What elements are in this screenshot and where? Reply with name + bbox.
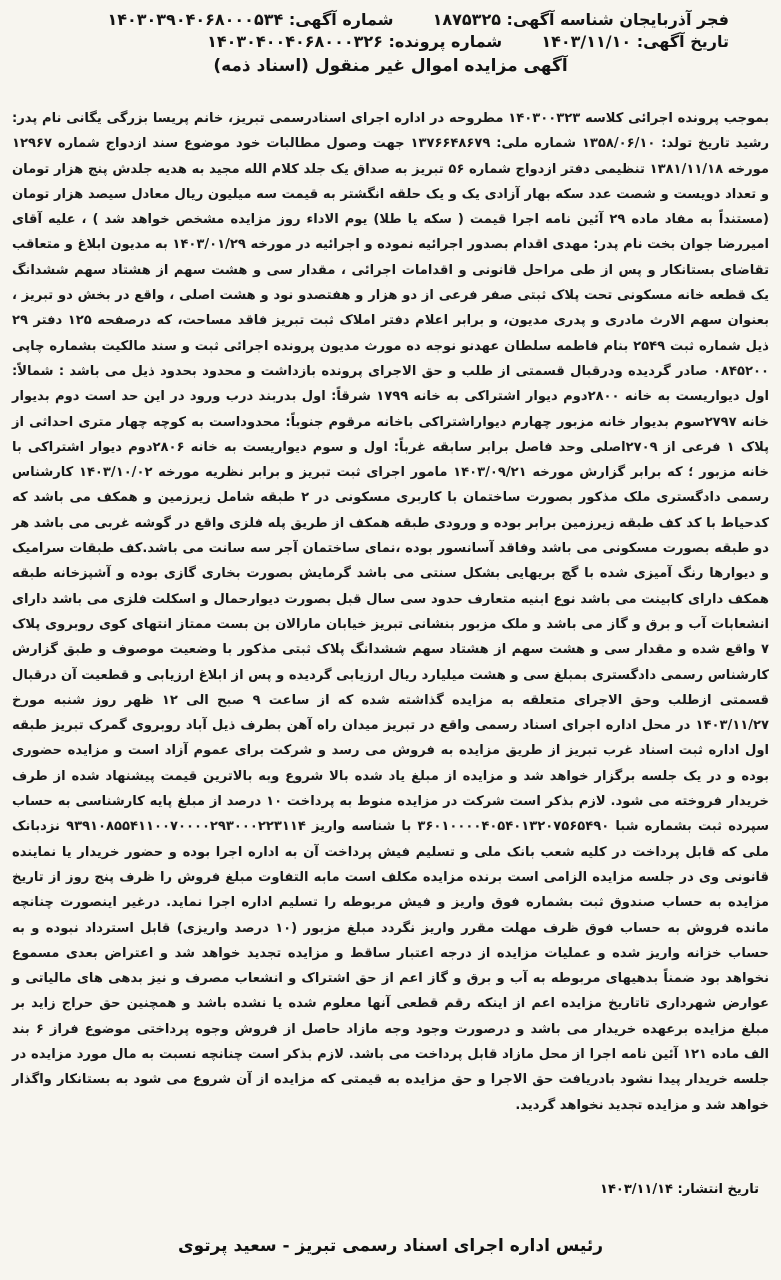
ad-number-label: شماره آگهی:	[288, 10, 394, 29]
publish-date-value: ۱۴۰۳/۱۱/۱۴	[600, 1182, 673, 1197]
ad-date: ۱۴۰۳/۱۱/۱۰	[541, 32, 632, 51]
ad-date-label: تاریخ آگهی:	[636, 32, 729, 51]
case-number-label: شماره پرونده:	[388, 32, 503, 51]
notice-body	[12, 106, 769, 1118]
case-number: ۱۴۰۳۰۴۰۰۴۰۶۸۰۰۰۳۲۶	[207, 32, 383, 51]
notice-title: آگهی مزایده اموال غیر منقول (اسناد ذمه)	[213, 56, 568, 76]
publish-date	[600, 1182, 759, 1197]
notice-body-paragraph: بموجب پرونده اجرائی کلاسه ۱۴۰۳۰۰۳۲۳ مطروحه در اداره اجرای اسنادرسمی تبریز، خانم پریسا بزرگی یگانی نام پدر: رشید تاریخ تولد: ۱۳۵۸/۰۶/۱۰ شماره ملی: ۱۳۷۶۶۴۸۶۷۹ جهت وصول مطالبات خود موضوع سند ازدواج شماره ۱۲۹۶۷ مورخه ۱۳۸۱/۱۱/۱۸ تنظیمی دفتر ازدواج شماره ۵۶ تبریز به صداق یک جلد کلام الله مجید به هدیه جلدش پنج هزار تومان و تعداد دویست و شصت عدد سکه بهار آزادی یک و یک حلقه انگشتر به قیمت سه میلیون ریال معادل سیصد هزار تومان (مستنداً به مفاد ماده ۲۹ آئین نامه اجرا قیمت ( سکه یا طلا) یوم الاداء روز مزایده مشخص خواهد شد ) ، علیه آقای امیررضا جوان بخت نام پدر: مهدی اقدام بصدور اجرائیه نموده و اجرائیه در مورخه ۱۴۰۳/۰۱/۲۹ به مدیون ابلاغ و متعاقب تقاضای بستانکار و پس از طی مراحل قانونی و اقدامات اجرائی ، مقدار سی و هشت سهم از هشتاد سهم ششدانگ یک قطعه خانه مسکونی تحت پلاک ثبتی صفر فرعی از دو هزار و هفتصدو نود و هشت اصلی ، واقع در بخش دو تبریز ، بعنوان سهم الارث مادری و پدری مدیون، و برابر اعلام دفتر املاک ثبت تبریز فاقد مساحت، که درصفحه ۱۲۵ دفتر ۲۹ ذیل شماره ثبت ۲۵۴۹ بنام فاطمه سلطان عهدنو نوجه ده مورث مدیون پرونده اجرائی ثبت و سند مالکیت بشماره چاپی ۰۸۴۵۲۰۰ صادر گردیده ودرقبال قسمتی از طلب و حق الاجرای پرونده بازداشت و محدود بحدود ذیل می باشد : شمالاً: اول دیواریست به خانه ۲۸۰۰دوم دیوار اشتراکی به خانه ۱۷۹۹ شرقاً: اول بدربند درب ورود در این حد است دوم بدیوار خانه ۲۷۹۷سوم بدیوار خانه مزبور چهارم دیواراشتراکی باخانه مرقوم جنوباً: محدوداست به کوچه چهار متری احداثی از پلاک ۱ فرعی از ۲۷۰۹اصلی وحد فاصل برابر سابقه غرباً: اول و سوم دیواریست به خانه ۲۸۰۶دوم دیوار اشتراکی با خانه مزبور ؛ که برابر گزارش مورخه ۱۴۰۳/۰۹/۲۱ مامور اجرای ثبت تبریز و برابر نظریه مورخه ۱۴۰۳/۱۰/۰۲ کارشناس رسمی دادگستری ملک مذکور بصورت ساختمان با کاربری مسکونی در ۲ طبقه شامل زیرزمین و همکف می باشد که کدحیاط با کد کف طبقه زیرزمین برابر بوده و ورودی طبقه همکف از طریق پله فلزی واقع در گوشه غربی می باشد هر دو طبقه بصورت مسکونی می باشد وفاقد آسانسور بوده ،نمای ساختمان آجر سه سانت می باشد.کف طبقات سرامیک و دیوارها رنگ آمیزی شده با گچ بریهایی بشکل سنتی می باشد گرمایش بصورت بخاری گازی بوده و آشپزخانه طبقه همکف دارای کابینت می باشد نوع ابنیه متعارف حدود سی سال قبل بصورت دیوارحمال و اسکلت فلزی می باشد دارای انشعابات آب و برق و گاز می باشد و ملک مزبور بنشانی تبریز خیابان مارالان بن بست ممتاز انتهای کوی روبروی پلاک ۷ واقع شده و مقدار سی و هشت سهم از هشتاد سهم ششدانگ پلاک ثبتی مذکور با وضعیت موصوف و طبق گزارش کارشناس رسمی دادگستری بمبلغ سی و هشت میلیارد ریال ارزیابی گردیده و پس از ابلاغ ارزیابی و قطعیت آن درقبال قسمتی ازطلب وحق الاجرای متعلقه به مزایده گذاشته شده که از ساعت ۹ صبح الی ۱۲ ظهر روز شنبه مورخ ۱۴۰۳/۱۱/۲۷ در محل اداره اجرای اسناد رسمی واقع در تبریز میدان راه آهن بطرف ذیل آباد روبروی گمرک تبریز طبقه اول اداره ثبت اسناد غرب تبریز از طریق مزایده به فروش می رسد و شرکت برای عموم آزاد است و مزایده حضوری بوده و در یک جلسه برگزار خواهد شد و مزایده از مبلغ یاد شده بالا شروع وبه بالاترین قیمت پیشنهاد شده از طرف خریدار فروخته می شود. لازم بذکر است شرکت در مزایده منوط به پرداخت ۱۰ درصد از مبلغ پایه کارشناسی به حساب سپرده ثبت بشماره شبا ۳۶۰۱۰۰۰۰۴۰۵۴۰۱۳۲۰۷۵۶۵۴۹۰ با شناسه واریز ۹۳۹۱۰۸۵۵۴۱۱۰۰۷۰۰۰۰۲۹۳۰۰۰۲۲۳۱۱۴ نزدبانک ملی که قابل پرداخت در کلیه شعب بانک ملی و تسلیم فیش پرداخت آن به اداره اجرا بوده و حضور خریدار یا نماینده قانونی وی در جلسه مزایده الزامی است برنده مزایده مکلف است مابه التفاوت مبلغ فروش را ظرف پنج روز از تاریخ مزایده به حساب صندوق ثبت بشماره فوق واریز و فیش مربوطه را تسلیم اداره اجرا نماید. درغیر اینصورت چنانچه مانده فروش به حساب فوق ظرف مهلت مقرر واریز نگردد مبلغ مزبور (۱۰ درصد واریزی) قابل استرداد نبوده و به حساب خزانه واریز شده و عملیات مزایده از درجه اعتبار ساقط و مزایده تجدید خواهد شد و اعتراض بعدی مسموع نخواهد بود ضمناً بدهیهای مربوطه به آب و برق و گاز اعم از حق اشتراک و انشعاب مصرف و نیز بدهی های مالیاتی و عوارض شهرداری تاتاریخ مزایده اعم از اینکه رقم قطعی آنها معلوم شده یا نشده باشد و همچنین حق حراج زاید بر مبلغ مزایده برعهده خریدار می باشد و درصورت وجود وجه مازاد حاصل از فروش وجوه پرداختی موضوع فراز ۶ بند الف ماده ۱۲۱ آئین نامه اجرا از محل مازاد قابل پرداخت می باشد. لازم بذکر است چنانچه نسبت به مال مورد مزایده در جلسه خریدار پیدا نشود بادریافت حق الاجرا و حق مزایده به قیمتی که مزایده از آن شروع می شود به بستانکار واگذار خواهد شد و مزایده تجدید نخواهد گردید.	[11, 111, 770, 1113]
header-line-2	[207, 32, 729, 52]
ad-id-label: شناسه آگهی:	[506, 10, 614, 29]
notice-header	[10, 8, 771, 78]
ad-id: ۱۸۷۵۳۲۵	[432, 10, 501, 29]
ad-number: ۱۴۰۳۰۳۹۰۴۰۶۸۰۰۰۵۳۴	[107, 10, 284, 29]
publish-date-label: تاریخ انتشار:	[677, 1182, 759, 1197]
newspaper-name: فجر آذربایجان	[619, 10, 729, 29]
header-line-1	[107, 10, 729, 30]
signature-line: رئیس اداره اجرای اسناد رسمی تبریز - سعید پرتوی	[177, 1236, 603, 1256]
